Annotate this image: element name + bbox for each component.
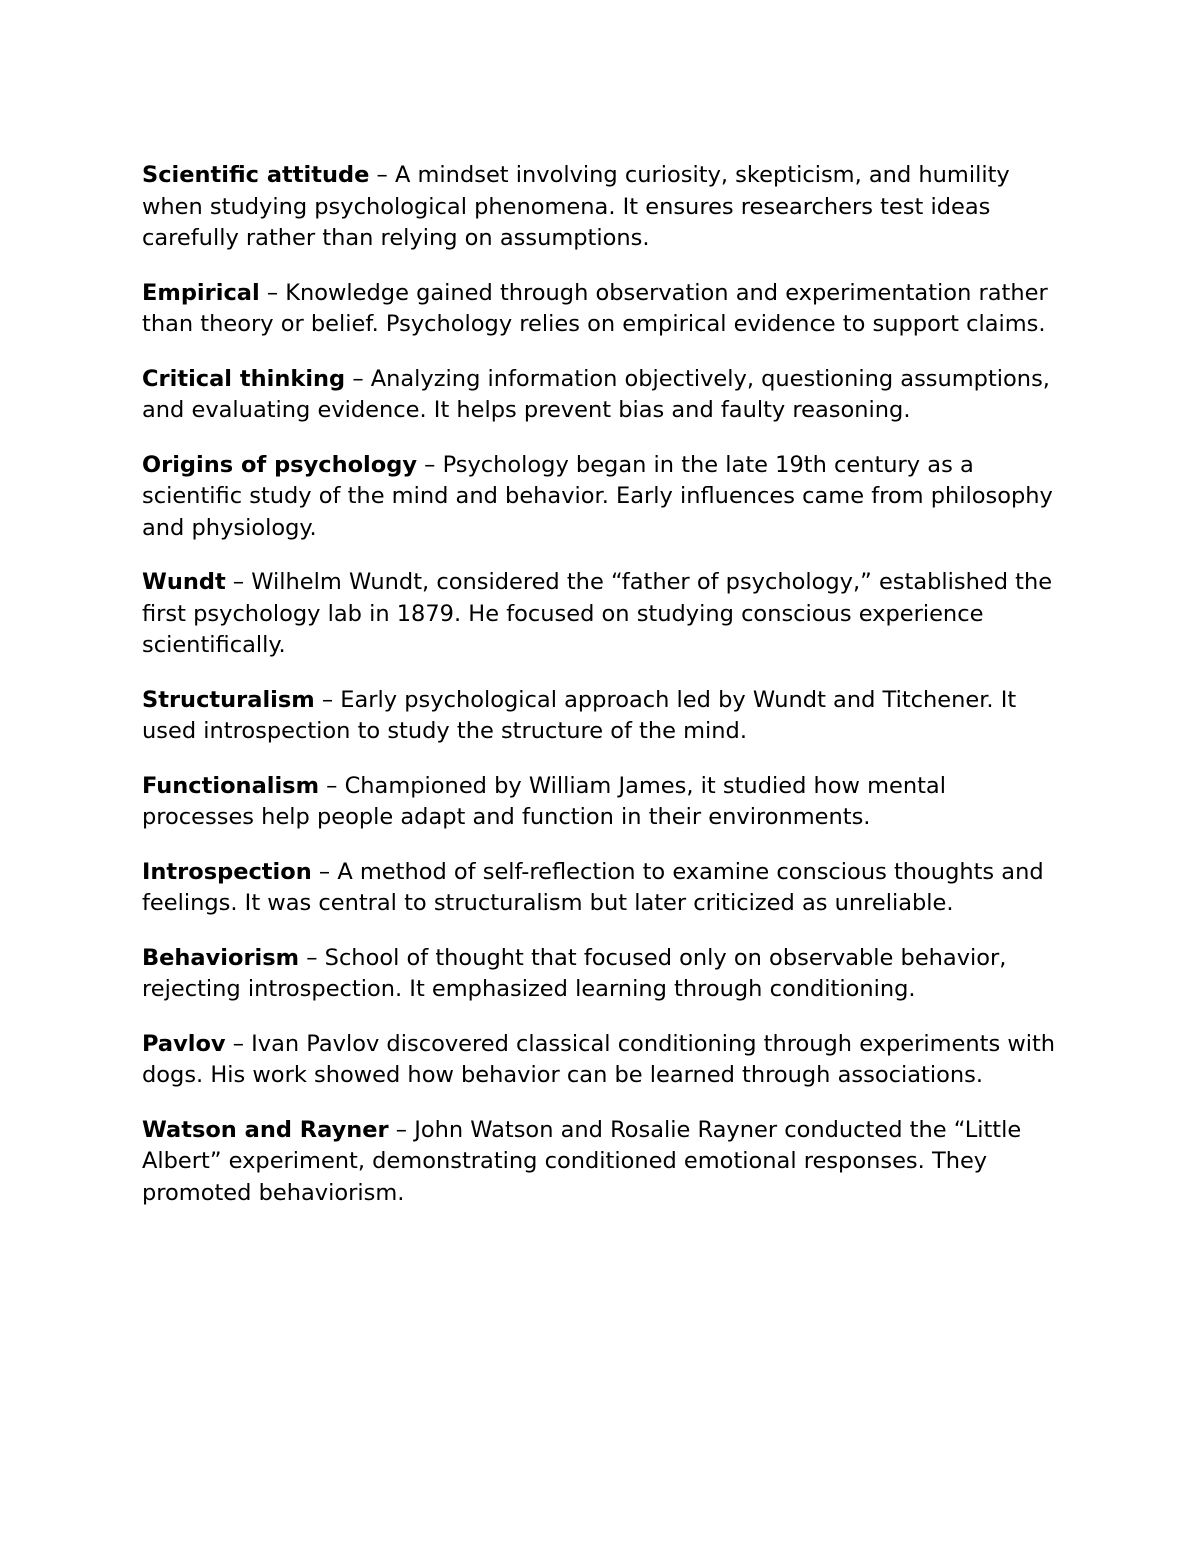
entry-definition: Wilhelm Wundt, considered the “father of psychology,” established the first psychology lab in 1879. He focused on studying conscious experience scientifically. [142, 569, 1053, 658]
entry-origins-of-psychology [142, 450, 1062, 545]
entry-separator: – [299, 944, 325, 971]
entry-separator: – [388, 1116, 415, 1143]
entry-functionalism [142, 771, 1062, 834]
entry-empirical [142, 278, 1062, 341]
entry-separator: – [225, 569, 252, 595]
entry-separator: – [314, 686, 341, 713]
entry-separator: – [345, 365, 371, 392]
entry-definition: Knowledge gained through observation and experimentation rather than theory or belief. Psychology relies on empirical evidence to support claims. [142, 279, 1048, 337]
entry-separator: – [311, 858, 338, 885]
entry-term: Functionalism [142, 772, 320, 799]
entry-separator: – [259, 279, 286, 306]
entry-behaviorism [142, 943, 1062, 1006]
entry-definition: Psychology began in the late 19th century as a scientific study of the mind and behavior. Early influences came from philosophy and physiology. [142, 451, 1053, 541]
entry-introspection [142, 857, 1062, 920]
entry-term: Critical thinking [142, 365, 346, 392]
entry-separator: – [369, 162, 395, 188]
entry-definition: Analyzing information objectively, questioning assumptions, and evaluating evidence. It helps prevent bias and faulty reasoning. [142, 365, 1050, 423]
entry-term: Introspection [142, 858, 312, 885]
entry-definition: Championed by William James, it studied how mental processes help people adapt and function in their environments. [142, 772, 946, 830]
entry-scientific-attitude [142, 160, 1062, 255]
entry-term: Scientific attitude [142, 162, 370, 188]
entry-definition: School of thought that focused only on observable behavior, rejecting introspection. It emphasized learning through conditioning. [142, 944, 1007, 1002]
document-body [142, 160, 1062, 1232]
entry-structuralism [142, 685, 1062, 748]
entry-separator: – [417, 451, 443, 478]
entry-term: Empirical [142, 279, 260, 306]
entry-definition: Ivan Pavlov discovered classical conditioning through experiments with dogs. His work showed how behavior can be learned through associations. [142, 1030, 1056, 1088]
entry-term: Pavlov [142, 1030, 226, 1057]
entry-term: Wundt [142, 569, 226, 595]
entry-definition: A method of self-reflection to examine conscious thoughts and feelings. It was central to structuralism but later criticized as unreliable. [142, 858, 1044, 916]
entry-term: Structuralism [142, 686, 315, 713]
entry-separator: – [225, 1030, 252, 1057]
entry-wundt [142, 567, 1062, 662]
entry-definition: A mindset involving curiosity, skepticism, and humility when studying psychological phenomena. It ensures researchers test ideas carefully rather than relying on assumptions. [142, 162, 1010, 251]
entry-term: Watson and Rayner [142, 1116, 389, 1143]
entry-pavlov [142, 1029, 1062, 1092]
entry-critical-thinking [142, 364, 1062, 427]
entry-separator: – [319, 772, 345, 799]
entry-watson-and-rayner [142, 1115, 1062, 1210]
entry-term: Behaviorism [142, 944, 300, 971]
entry-definition: John Watson and Rosalie Rayner conducted the “Little Albert” experiment, demonstrating conditioned emotional responses. They promoted behaviorism. [142, 1116, 1022, 1206]
entry-definition: Early psychological approach led by Wundt and Titchener. It used introspection to study the structure of the mind. [142, 686, 1017, 744]
entry-term: Origins of psychology [142, 451, 417, 478]
